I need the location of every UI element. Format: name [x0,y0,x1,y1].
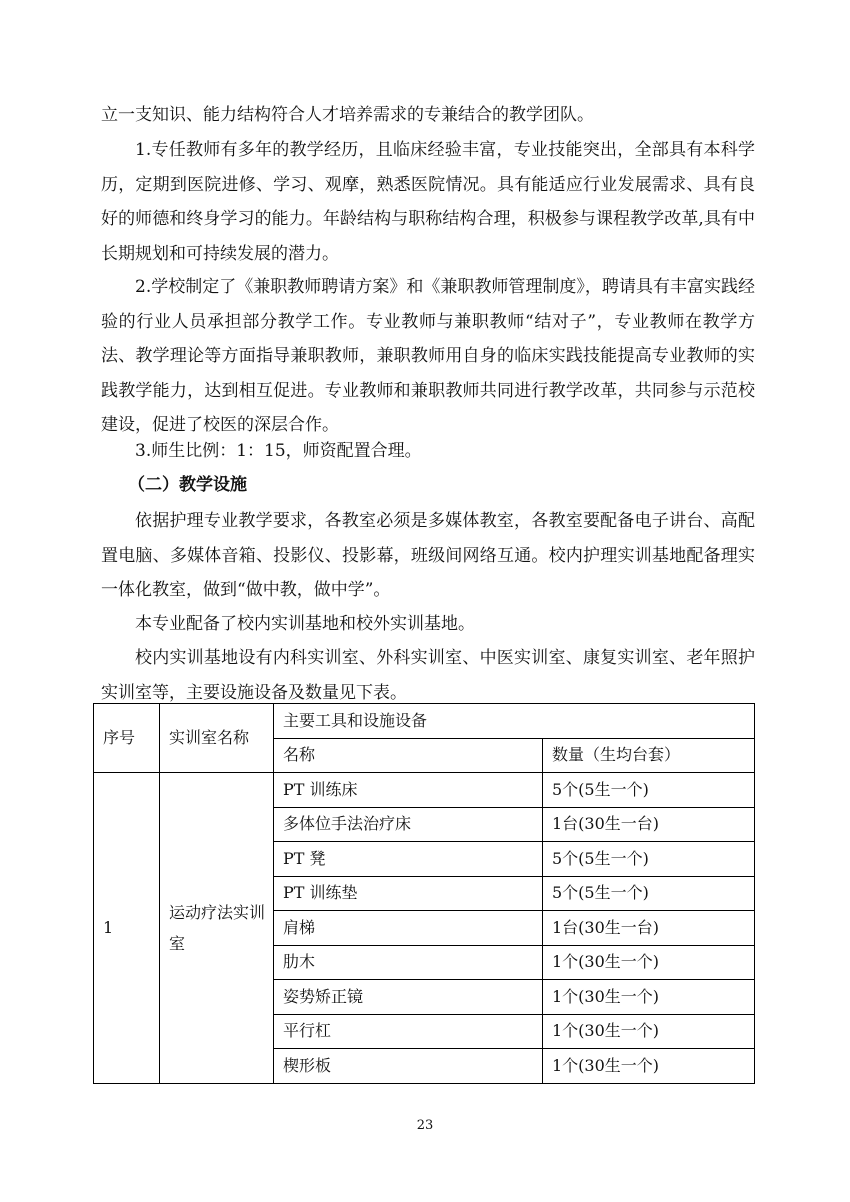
cell-item-name: 楔形板 [274,1049,543,1084]
cell-item-name: 肋木 [274,945,543,980]
facilities-table [93,703,755,1084]
header-name: 名称 [274,738,543,773]
cell-item-qty: 1个(30生一个) [543,1014,755,1049]
cell-item-qty: 1个(30生一个) [543,945,755,980]
cell-item-name: PT 训练垫 [274,876,543,911]
page-number: 23 [416,1118,434,1133]
paragraph-intro: 立一支知识、能力结构符合人才培养需求的专兼结合的教学团队。 [101,105,594,125]
cell-item-qty: 1个(30生一个) [543,980,755,1015]
cell-item-name: 多体位手法治疗床 [274,807,543,842]
paragraph-point-3: 3.师生比例：1：15，师资配置合理。 [135,441,422,461]
paragraph-facilities: 依据护理专业教学要求，各教室必须是多媒体教室，各教室要配备电子讲台、高配置电脑、多媒体音箱、投影仪、投影幕，班级间网络互通。校内护理实训基地配备理实一体化教室，做到“做中教，做中学”。 [101,511,755,600]
header-group: 主要工具和设施设备 [274,704,755,739]
table-row [94,773,755,808]
cell-item-name: 姿势矫正镜 [274,980,543,1015]
paragraph-rooms: 校内实训基地设有内科实训室、外科实训室、中医实训室、康复实训室、老年照护实训室等，主要设施设备及数量见下表。 [101,648,755,703]
cell-item-qty: 5个(5生一个) [543,876,755,911]
cell-item-name: 肩梯 [274,911,543,946]
cell-room: 运动疗法实训室 [160,773,274,1084]
header-room: 实训室名称 [160,704,274,773]
cell-item-name: PT 凳 [274,842,543,877]
table-header-row [94,704,755,739]
cell-item-qty: 5个(5生一个) [543,773,755,808]
paragraph-point-1: 1.专任教师有多年的教学经历，且临床经验丰富，专业技能突出，全部具有本科学历，定期到医院进修、学习、观摩，熟悉医院情况。具有能适应行业发展需求、具有良好的师德和终身学习的能力。年龄结构与职称结构合理，积极参与课程教学改革,具有中长期规划和可持续发展的潜力。 [101,140,755,264]
paragraph-point-2: 2.学校制定了《兼职教师聘请方案》和《兼职教师管理制度》，聘请具有丰富实践经验的行业人员承担部分教学工作。专业教师与兼职教师“结对子”，专业教师在教学方法、教学理论等方面指导兼职教师，兼职教师用自身的临床实践技能提高专业教师的实践教学能力，达到相互促进。专业教师和兼职教师共同进行教学改革，共同参与示范校建设，促进了校医的深层合作。 [101,277,755,435]
cell-item-name: PT 训练床 [274,773,543,808]
header-no: 序号 [94,704,160,773]
cell-item-qty: 1台(30生一台) [543,807,755,842]
header-qty: 数量（生均台套） [543,738,755,773]
paragraph-bases: 本专业配备了校内实训基地和校外实训基地。 [135,614,475,634]
cell-item-qty: 1台(30生一台) [543,911,755,946]
cell-item-qty: 1个(30生一个) [543,1049,755,1084]
cell-no: 1 [94,773,160,1084]
cell-item-qty: 5个(5生一个) [543,842,755,877]
section-heading: （二）教学设施 [128,475,247,495]
cell-item-name: 平行杠 [274,1014,543,1049]
